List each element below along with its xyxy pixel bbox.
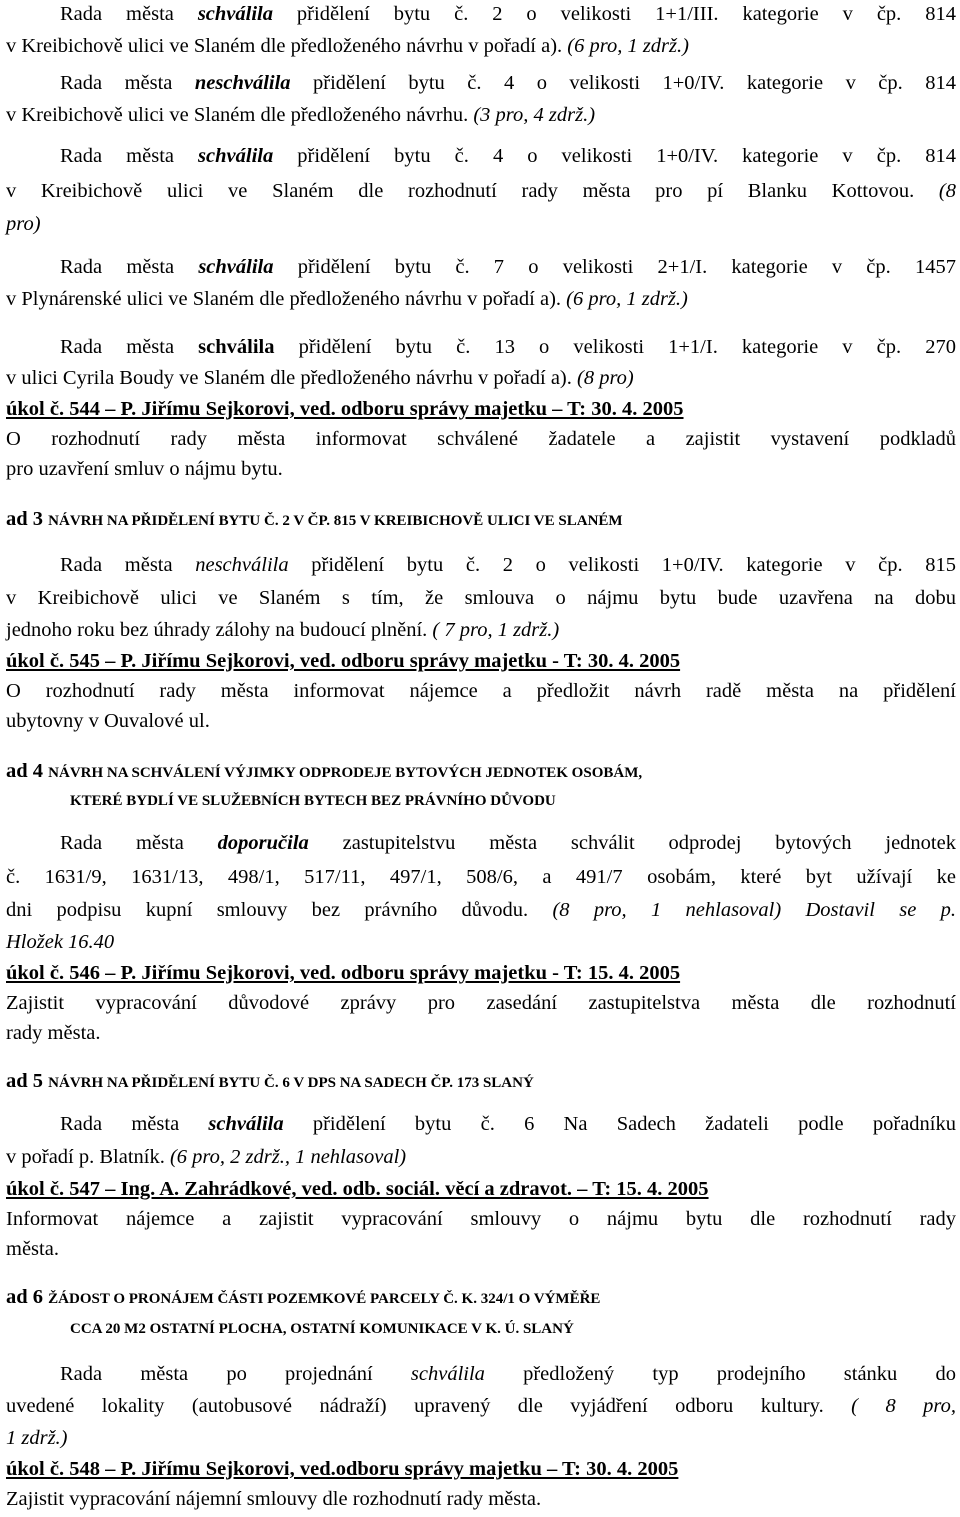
- task-text: rady města.: [6, 1022, 101, 1044]
- resolution-verb: neschválila: [195, 554, 289, 576]
- section-heading-continued: KTERÉ BYDLÍ VE SLUŽEBNÍCH BYTECH BEZ PRÁVNÍHO DŮVODU: [70, 793, 556, 809]
- resolution-line: č. 1631/9, 1631/13, 498/1, 517/11, 497/1, 508/6, a 491/7 osobám, které byt užívají ke: [6, 866, 956, 888]
- resolution-line: Rada města po projednání schválila předložený typ prodejního stánku do: [60, 1363, 956, 1385]
- vote-result: 1 zdrž.): [6, 1427, 68, 1449]
- vote-result: (6 pro, 2 zdrž., 1 nehlasoval): [169, 1146, 407, 1168]
- resolution-line: Rada města schválila přidělení bytu č. 4 o velikosti 1+0/IV. kategorie v čp. 814: [60, 145, 956, 167]
- vote-result: (8 pro): [577, 367, 634, 389]
- task-title: úkol č. 548 – P. Jiřímu Sejkorovi, ved.odboru správy majetku – T: 30. 4. 2005: [6, 1458, 679, 1480]
- resolution-line: v Kreibichově ulici ve Slaném dle rozhodnutí rady města pro pí Blanku Kottovou. (8: [6, 180, 956, 202]
- task-text: O rozhodnutí rady města informovat nájemce a předložit návrh radě města na přidělení: [6, 680, 956, 702]
- vote-result: (3 pro, 4 zdrž.): [473, 104, 596, 126]
- resolution-line: v Kreibichově ulici ve Slaném dle předloženého návrhu v pořadí a). (6 pro, 1 zdrž.): [6, 35, 689, 57]
- task-text: Informovat nájemce a zajistit vypracování smlouvy o nájmu bytu dle rozhodnutí rady: [6, 1208, 956, 1230]
- task-title: úkol č. 544 – P. Jiřímu Sejkorovi, ved. odboru správy majetku – T: 30. 4. 2005: [6, 398, 684, 420]
- task-text: O rozhodnutí rady města informovat schválené žadatele a zajistit vystavení podkladů: [6, 428, 956, 450]
- section-heading-continued: CCA 20 M2 OSTATNÍ PLOCHA, OSTATNÍ KOMUNIKACE V K. Ú. SLANÝ: [70, 1321, 574, 1337]
- task-title: úkol č. 545 – P. Jiřímu Sejkorovi, ved. odboru správy majetku - T: 30. 4. 2005: [6, 650, 681, 672]
- resolution-verb: neschválila: [194, 72, 291, 94]
- section-heading: ad 3 NÁVRH NA PŘIDĚLENÍ BYTU Č. 2 V ČP. 815 V KREIBICHOVĚ ULICI VE SLANÉM: [6, 508, 623, 530]
- task-text: ubytovny v Ouvalové ul.: [6, 710, 210, 732]
- task-text: Zajistit vypracování nájemní smlouvy dle rozhodnutí rady města.: [6, 1488, 542, 1510]
- resolution-verb: schválila: [410, 1363, 485, 1385]
- resolution-verb: schválila: [198, 336, 275, 358]
- vote-result: ( 8 pro,: [851, 1395, 956, 1417]
- note-text: Hložek 16.40: [6, 931, 115, 953]
- section-heading: ad 5 NÁVRH NA PŘIDĚLENÍ BYTU Č. 6 V DPS NA SADECH ČP. 173 SLANÝ: [6, 1070, 534, 1092]
- vote-result: pro): [6, 213, 41, 235]
- resolution-line: Rada města schválila přidělení bytu č. 2 o velikosti 1+1/III. kategorie v čp. 814: [60, 3, 956, 25]
- task-text: města.: [6, 1238, 59, 1260]
- vote-result: (6 pro, 1 zdrž.): [566, 288, 688, 310]
- resolution-line: uvedené lokality (autobusové nádraží) upravený dle vyjádření odboru kultury. ( 8 pro,: [6, 1395, 956, 1417]
- task-title: úkol č. 546 – P. Jiřímu Sejkorovi, ved. odboru správy majetku - T: 15. 4. 2005: [6, 962, 681, 984]
- resolution-verb: schválila: [208, 1113, 284, 1135]
- vote-result: (8: [938, 180, 956, 202]
- resolution-line: Rada města schválila přidělení bytu č. 6 Na Sadech žadateli podle pořadníku: [60, 1113, 956, 1135]
- resolution-line: v Plynárenské ulici ve Slaném dle předloženého návrhu v pořadí a). (6 pro, 1 zdrž.): [6, 288, 688, 310]
- resolution-line: Rada města neschválila přidělení bytu č. 2 o velikosti 1+0/IV. kategorie v čp. 815: [60, 554, 956, 576]
- task-text: Zajistit vypracování důvodové zprávy pro zasedání zastupitelstva města dle rozhodnutí: [6, 992, 956, 1014]
- section-heading: ad 4 NÁVRH NA SCHVÁLENÍ VÝJIMKY ODPRODEJE BYTOVÝCH JEDNOTEK OSOBÁM,: [6, 760, 643, 782]
- resolution-line: Rada města schválila přidělení bytu č. 13 o velikosti 1+1/I. kategorie v čp. 270: [60, 336, 956, 358]
- vote-result: ( 7 pro, 1 zdrž.): [432, 619, 560, 641]
- resolution-line: Rada města doporučila zastupitelstvu města schválit odprodej bytových jednotek: [60, 832, 956, 854]
- resolution-line: v ulici Cyrila Boudy ve Slaném dle předloženého návrhu v pořadí a). (8 pro): [6, 367, 634, 389]
- task-text: pro uzavření smluv o nájmu bytu.: [6, 458, 283, 480]
- resolution-line: Rada města schválila přidělení bytu č. 7 o velikosti 2+1/I. kategorie v čp. 1457: [60, 256, 956, 278]
- task-title: úkol č. 547 – Ing. A. Zahrádkové, ved. odb. sociál. věcí a zdravot. – T: 15. 4. 2005: [6, 1178, 709, 1200]
- resolution-line: v pořadí p. Blatník. (6 pro, 2 zdrž., 1 nehlasoval): [6, 1146, 407, 1168]
- resolution-line: Rada města neschválila přidělení bytu č. 4 o velikosti 1+0/IV. kategorie v čp. 814: [60, 72, 956, 94]
- resolution-line: dni podpisu kupní smlouvy bez právního důvodu. (8 pro, 1 nehlasoval) Dostavil se p.: [6, 899, 956, 921]
- resolution-verb: schválila: [198, 145, 274, 167]
- vote-result: (6 pro, 1 zdrž.): [567, 35, 689, 57]
- vote-result: (8 pro, 1 nehlasoval) Dostavil se p.: [552, 899, 956, 921]
- resolution-verb: schválila: [197, 3, 273, 25]
- resolution-line: jednoho roku bez úhrady zálohy na budoucí plnění. ( 7 pro, 1 zdrž.): [6, 619, 560, 641]
- resolution-line: v Kreibichově ulici ve Slaném dle předloženého návrhu. (3 pro, 4 zdrž.): [6, 104, 596, 126]
- resolution-verb: schválila: [198, 256, 274, 278]
- resolution-verb: doporučila: [217, 832, 309, 854]
- section-heading: ad 6 ŽÁDOST O PRONÁJEM ČÁSTI POZEMKOVÉ PARCELY Č. K. 324/1 O VÝMĚŘE: [6, 1286, 601, 1308]
- resolution-line: v Kreibichově ulici ve Slaném s tím, že smlouva o nájmu bytu bude uzavřena na dobu: [6, 587, 956, 609]
